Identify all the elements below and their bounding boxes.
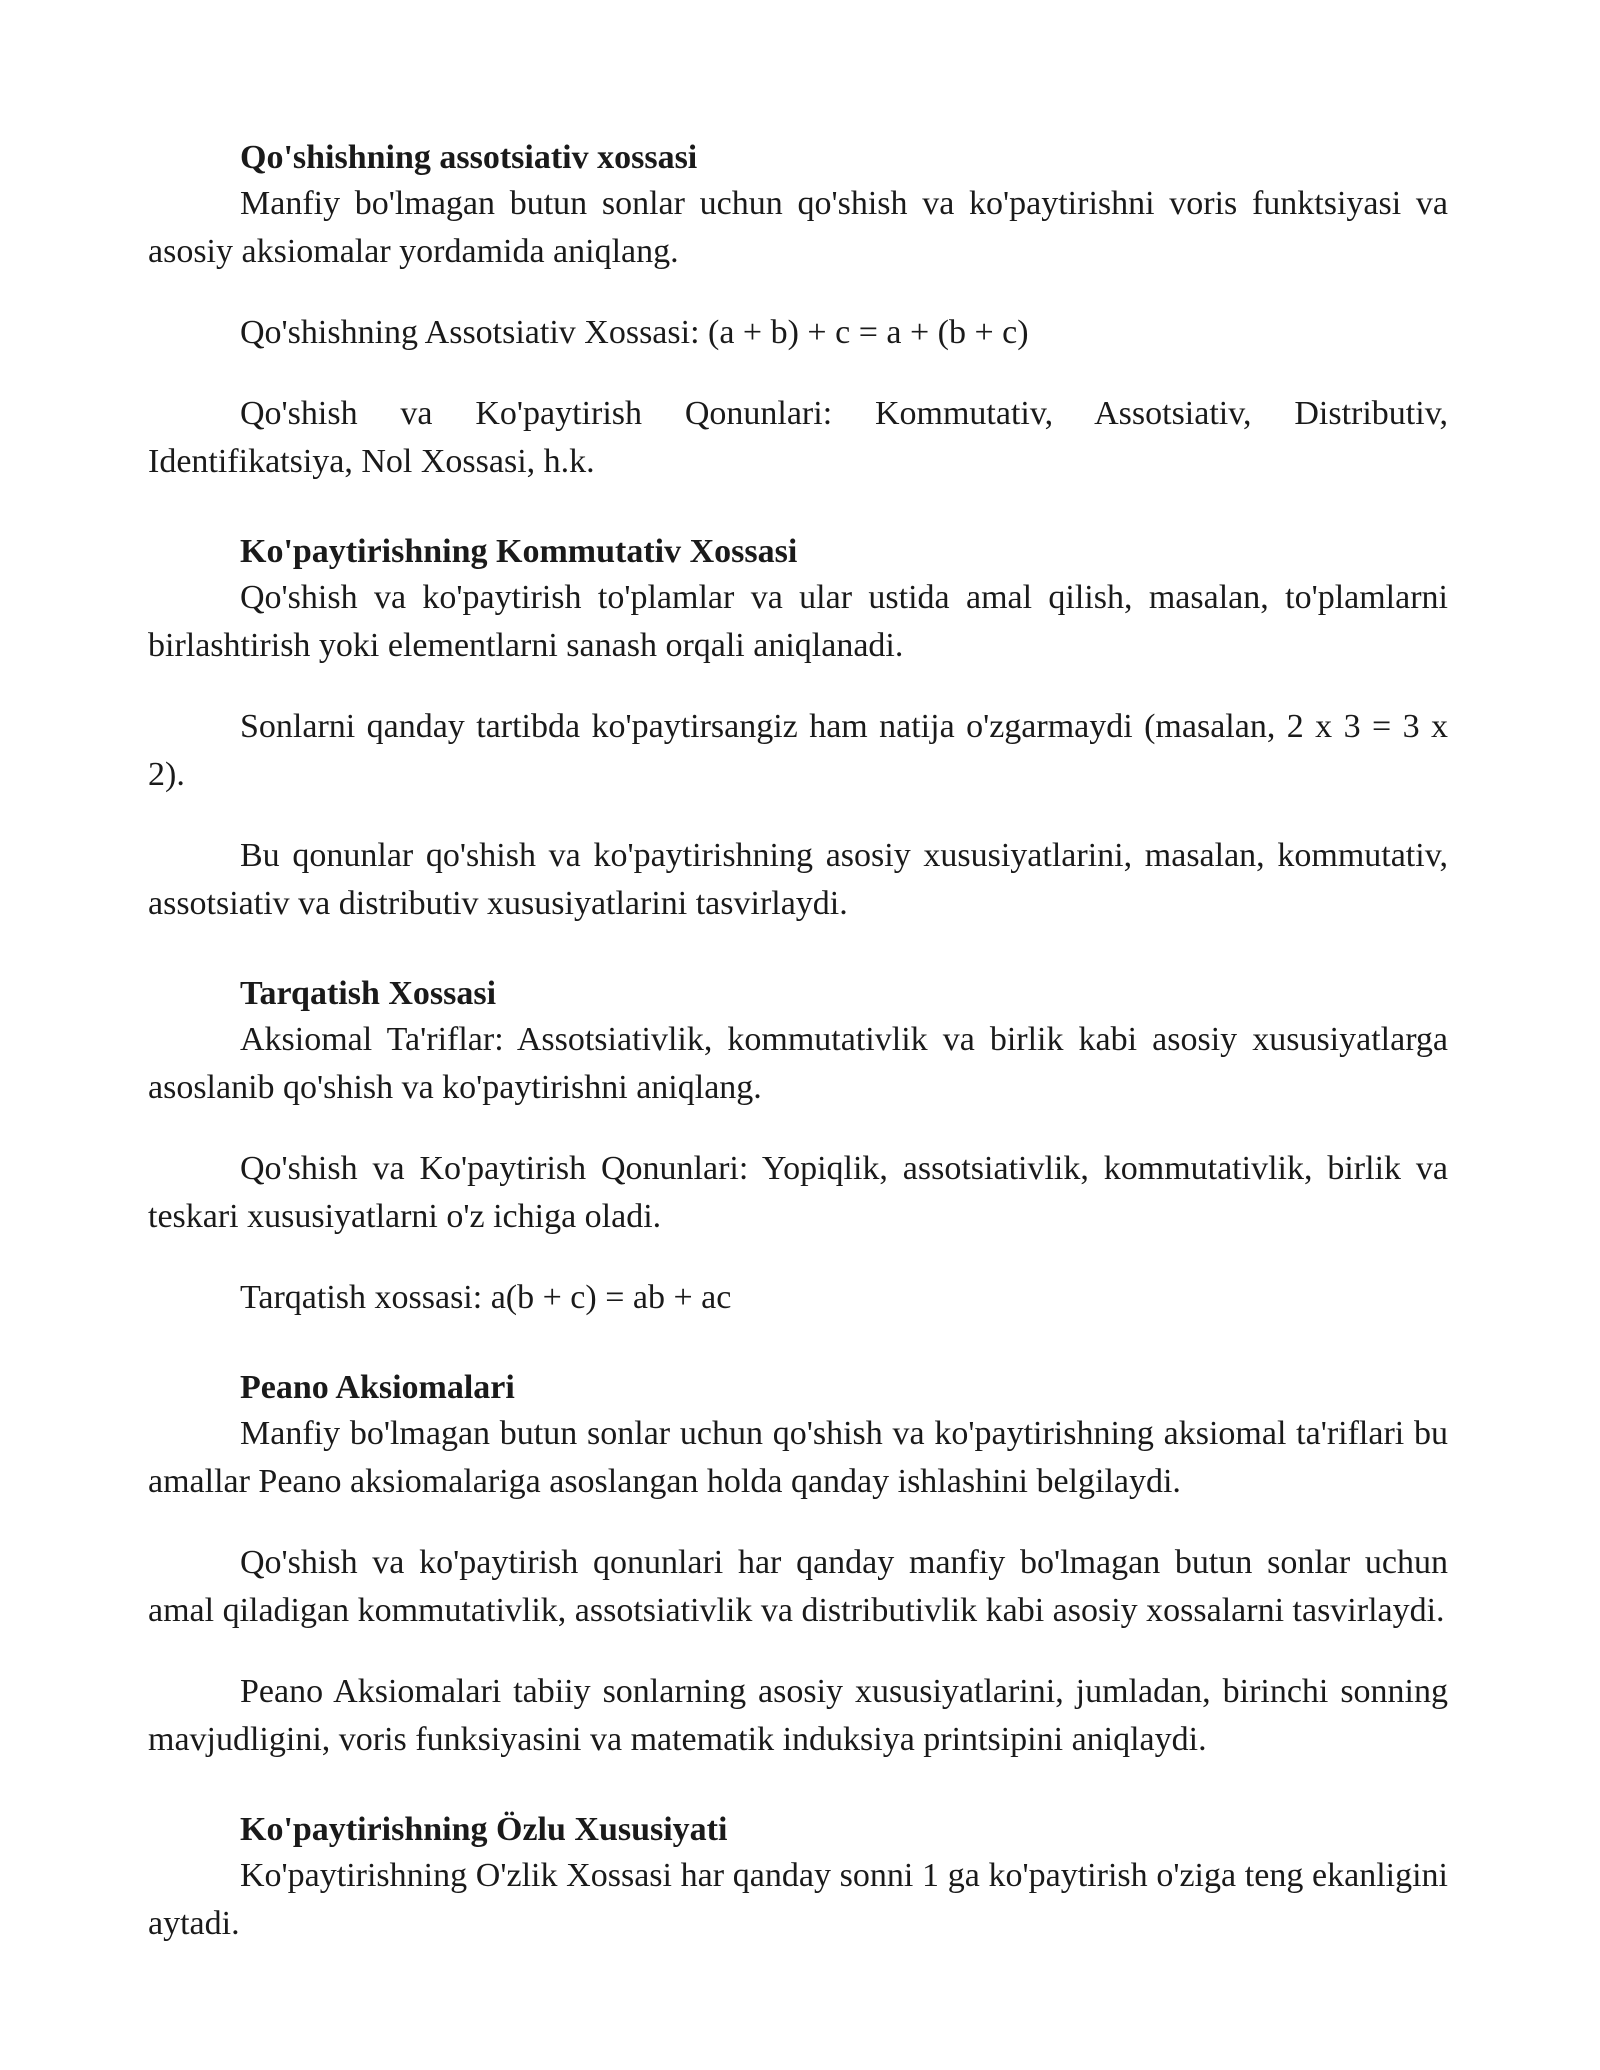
section-heading: Qo'shishning assotsiativ xossasi: [240, 139, 698, 176]
section-heading: Peano Aksiomalari: [240, 1369, 515, 1406]
paragraph: Manfiy bo'lmagan butun sonlar uchun qo'shish va ko'paytirishning aksiomal ta'riflari bu amallar Peano aksiomalariga asoslangan holda qanday ishlashini belgilaydi.: [148, 1415, 1448, 1500]
section-heading: Ko'paytirishning Özlu Xususiyati: [240, 1811, 728, 1848]
document-body: [148, 136, 1448, 1992]
paragraph: Bu qonunlar qo'shish va ko'paytirishning asosiy xususiyatlarini, masalan, kommutativ, assotsiativ va distributiv xususiyatlarini tasvirlaydi.: [148, 837, 1448, 922]
section-identity-multiplication: [148, 1808, 1448, 1948]
paragraph: Sonlarni qanday tartibda ko'paytirsangiz ham natija o'zgarmaydi (masalan, 2 x 3 = 3 x 2).: [148, 708, 1448, 793]
section-peano-axioms: [148, 1366, 1448, 1764]
paragraph: Aksiomal Ta'riflar: Assotsiativlik, kommutativlik va birlik kabi asosiy xususiyatlarga asoslanib qo'shish va ko'paytirishni aniqlang.: [148, 1021, 1448, 1106]
paragraph: Qo'shish va ko'paytirish qonunlari har qanday manfiy bo'lmagan butun sonlar uchun amal qiladigan kommutativlik, assotsiativlik va distributivlik kabi asosiy xossalarni tasvirlaydi.: [148, 1544, 1448, 1629]
paragraph: Qo'shish va ko'paytirish to'plamlar va ular ustida amal qilish, masalan, to'plamlarni birlashtirish yoki elementlarni sanash orqali aniqlanadi.: [148, 579, 1448, 664]
paragraph: Qo'shishning Assotsiativ Xossasi: (a + b) + c = a + (b + c): [240, 314, 1029, 351]
paragraph: Peano Aksiomalari tabiiy sonlarning asosiy xususiyatlarini, jumladan, birinchi sonning mavjudligini, voris funksiyasini va matematik induksiya printsipini aniqlaydi.: [148, 1673, 1448, 1758]
paragraph: Qo'shish va Ko'paytirish Qonunlari: Kommutativ, Assotsiativ, Distributiv, Identifikatsiya, Nol Xossasi, h.k.: [148, 395, 1448, 480]
paragraph: Tarqatish xossasi: a(b + c) = ab + ac: [240, 1279, 732, 1316]
paragraph: Ko'paytirishning O'zlik Xossasi har qanday sonni 1 ga ko'paytirish o'ziga teng ekanligini aytadi.: [148, 1857, 1448, 1942]
section-commutative-multiplication: [148, 530, 1448, 928]
section-heading: Ko'paytirishning Kommutativ Xossasi: [240, 533, 798, 570]
section-distributive: [148, 972, 1448, 1322]
paragraph: Manfiy bo'lmagan butun sonlar uchun qo'shish va ko'paytirishni voris funktsiyasi va asosiy aksiomalar yordamida aniqlang.: [148, 185, 1448, 270]
section-heading: Tarqatish Xossasi: [240, 975, 497, 1012]
section-associative-addition: [148, 136, 1448, 486]
paragraph: Qo'shish va Ko'paytirish Qonunlari: Yopiqlik, assotsiativlik, kommutativlik, birlik va teskari xususiyatlarni o'z ichiga oladi.: [148, 1150, 1448, 1235]
